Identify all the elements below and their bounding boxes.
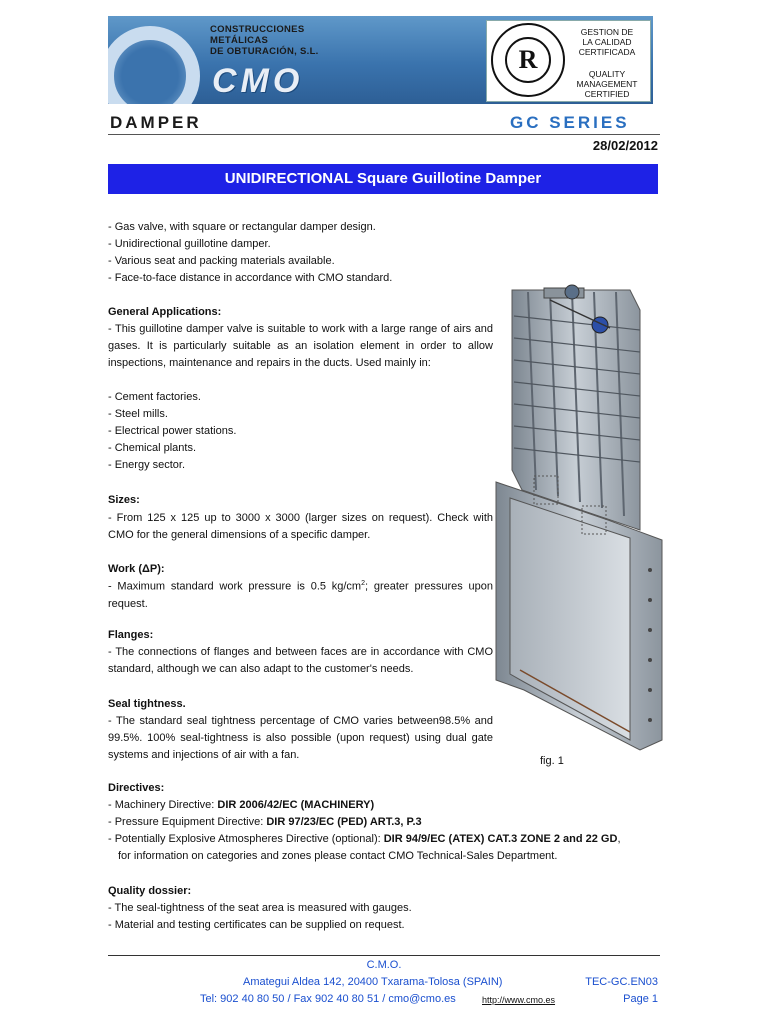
footer-company: C.M.O. <box>366 959 402 971</box>
application-item: - Chemical plants. <box>108 442 197 454</box>
logo-ring-graphic <box>108 26 200 104</box>
certification-badge <box>486 20 651 102</box>
sizes-heading: Sizes: <box>108 494 140 506</box>
company-line-1: CONSTRUCCIONES <box>210 24 305 35</box>
directive-punct: , <box>617 833 621 845</box>
directive-label: - Machinery Directive: <box>108 799 218 811</box>
directive-code: DIR 94/9/EC (ATEX) CAT.3 ZONE 2 and 22 GD <box>383 833 618 845</box>
directives-heading: Directives: <box>108 782 165 794</box>
cert-text-spanish <box>567 27 647 57</box>
directive-code: DIR 2006/42/EC (MACHINERY) <box>217 799 375 811</box>
application-item: - Energy sector. <box>108 459 186 471</box>
cert-bottom-line: CERTIFIED <box>584 89 630 99</box>
damper-illustration <box>490 270 670 760</box>
quality-heading: Quality dossier: <box>108 885 192 897</box>
flanges-text: - The connections of flanges and between faces are in accordance with CMO standard, although we can also adapt to the customer's needs. <box>108 646 493 675</box>
footer-contact: Tel: 902 40 80 50 / Fax 902 40 80 51 / cmo@cmo.es <box>200 993 456 1005</box>
title-divider <box>108 134 660 135</box>
directive-label: - Pressure Equipment Directive: <box>108 816 267 828</box>
directives-list <box>108 797 660 865</box>
seal-text: - The standard seal tightness percentage of CMO varies between98.5% and 99.5%. 100% seal-tightness is also possible (upon request) using dual gate systems and injections of air with a fan. <box>108 715 493 761</box>
footer-divider <box>108 955 660 956</box>
doc-code: TEC-GC.EN03 <box>585 976 658 988</box>
intro-item: - Face-to-face distance in accordance with CMO standard. <box>108 272 393 284</box>
intro-item: - Various seat and packing materials available. <box>108 255 335 267</box>
intro-item: - Gas valve, with square or rectangular damper design. <box>108 221 376 233</box>
product-title-rest: Square Guillotine Damper <box>352 170 542 187</box>
header-banner <box>108 16 653 104</box>
applications-list <box>108 389 236 474</box>
figure-caption: fig. 1 <box>540 755 564 767</box>
application-item: - Steel mills. <box>108 408 168 420</box>
quality-list <box>108 900 660 934</box>
series-title: GC SERIES <box>510 113 630 132</box>
directive-note: for information on categories and zones please contact CMO Technical-Sales Department. <box>118 850 558 862</box>
cert-top-line: LA CALIDAD <box>582 37 632 47</box>
work-text-a: - Maximum standard work pressure is 0.5 kg/cm <box>108 580 362 593</box>
cmo-logo: CMO <box>212 62 304 100</box>
lloyds-seal-icon <box>491 23 565 97</box>
company-line-3: DE OBTURACIÓN, S.L. <box>210 46 319 57</box>
cert-top-line: GESTION DE <box>580 27 634 37</box>
cert-bottom-line: QUALITY <box>588 69 626 79</box>
doc-date: 28/02/2012 <box>592 138 658 153</box>
product-title-bar <box>108 164 658 194</box>
applications-text: - This guillotine damper valve is suitable to work with a large range of airs and gases. It is particularly suitable as an isolation element in order to allow inspections, maintenance and repairs in the ducts. Used mainly in: <box>108 323 493 369</box>
quality-item: - The seal-tightness of the seat area is measured with gauges. <box>108 902 412 914</box>
website-link[interactable]: http://www.cmo.es <box>482 995 556 1005</box>
work-text <box>108 575 493 613</box>
seal-heading: Seal tightness. <box>108 698 186 710</box>
application-item: - Electrical power stations. <box>108 425 237 437</box>
page-number: Page 1 <box>623 993 658 1005</box>
intro-list <box>108 219 508 287</box>
flanges-heading: Flanges: <box>108 629 154 641</box>
work-heading: Work (ΔP): <box>108 563 165 575</box>
intro-item: - Unidirectional guillotine damper. <box>108 238 271 250</box>
seal-letter: R <box>505 37 551 83</box>
footer-address: Amategui Aldea 142, 20400 Txarama-Tolosa (SPAIN) <box>243 976 503 988</box>
cert-top-line: CERTIFICADA <box>578 47 636 57</box>
company-name <box>210 24 319 57</box>
applications-heading: General Applications: <box>108 306 222 318</box>
directive-item <box>108 831 660 848</box>
directive-code: DIR 97/23/EC (PED) ART.3, P.3 <box>266 816 422 828</box>
application-item: - Cement factories. <box>108 391 201 403</box>
cert-text-english <box>567 69 647 99</box>
doc-title: DAMPER <box>110 113 202 132</box>
work-sup: 2 <box>361 580 365 587</box>
company-line-2: METÁLICAS <box>210 35 269 46</box>
directive-label: - Potentially Explosive Atmospheres Directive (optional): <box>108 833 384 845</box>
work-text-b: ; greater pressures upon request. <box>108 580 493 610</box>
quality-item: - Material and testing certificates can be supplied on request. <box>108 919 405 931</box>
product-title-bold: UNIDIRECTIONAL <box>224 170 353 187</box>
cert-bottom-line: MANAGEMENT <box>576 79 638 89</box>
sizes-text: - From 125 x 125 up to 3000 x 3000 (larger sizes on request). Check with CMO for the general dimensions of a specific damper. <box>108 512 493 541</box>
directive-item <box>108 814 660 831</box>
directive-item <box>108 797 660 814</box>
